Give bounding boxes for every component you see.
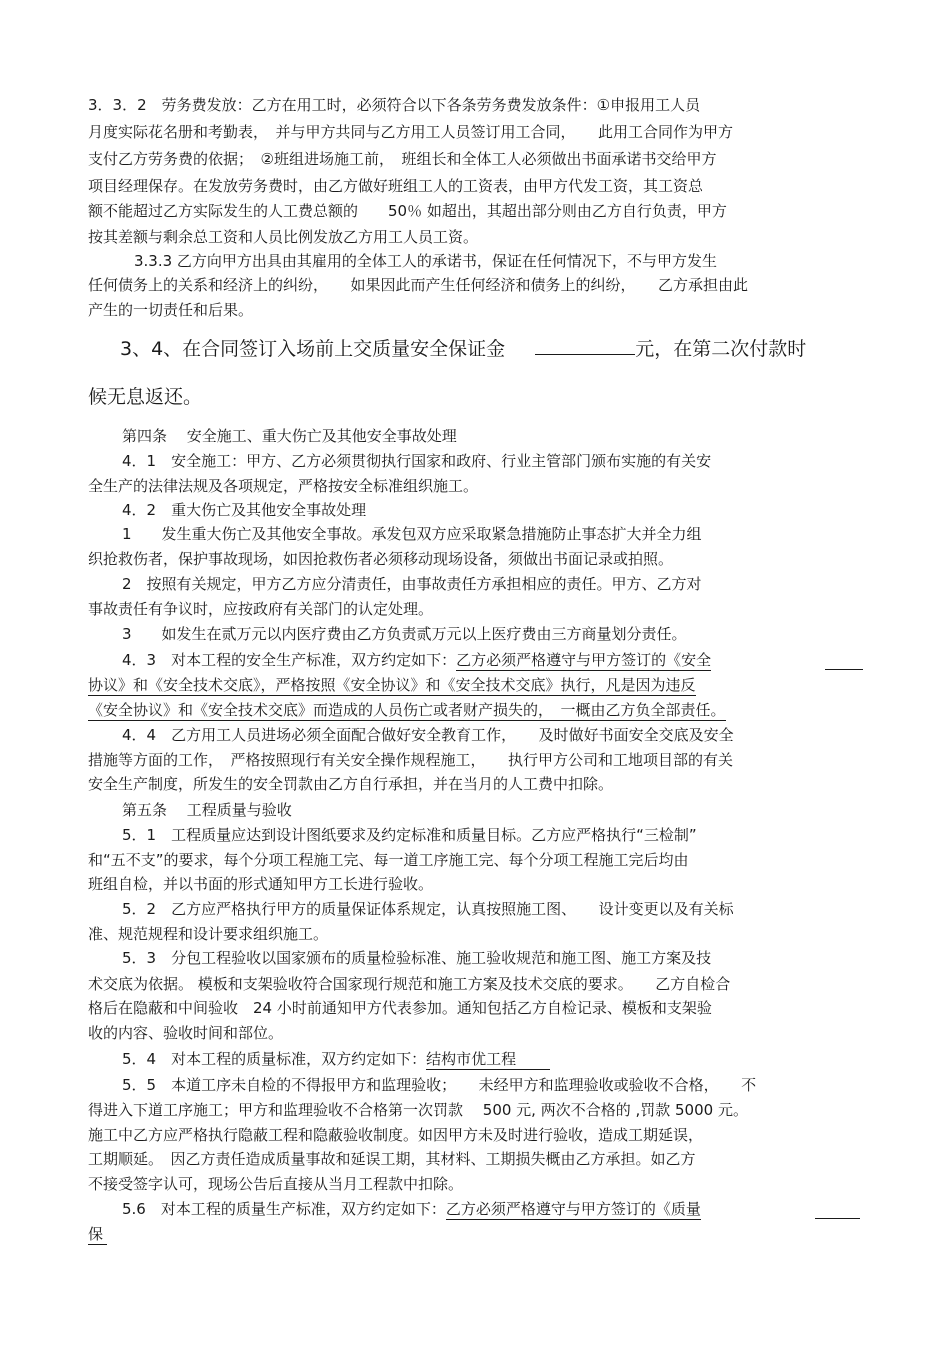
text-line	[122, 1199, 701, 1219]
clause-4-3-start: 4．3 对本工程的安全生产标准，双方约定如下：	[122, 651, 457, 669]
quality-agreement-underlined: 乙方必须严格遵守与甲方签订的《质量	[445, 1200, 701, 1218]
safety-standard-underlined: 乙方必须严格遵守与甲方签订的《安全	[456, 651, 712, 669]
section-heading: 第五条 工程质量与验收	[122, 801, 292, 819]
text-line: 和“五不支”的要求，每个分项工程施工完、每一道工序施工完、每个分项工程施工完后均由	[88, 851, 689, 869]
text-line: 任何债务上的关系和经济上的纠纷， 如果因此而产生任何经济和债务上的纠纷， 乙方承担由此	[88, 276, 749, 294]
text-line: 5．2 乙方应严格执行甲方的质量保证体系规定，认真按照施工图、 设计变更以及有关标	[122, 900, 734, 918]
text-line	[88, 1224, 107, 1244]
text-line: 候无息返还。	[88, 386, 203, 408]
text-line: 4．1 安全施工：甲方、乙方必须贯彻执行国家和政府、行业主管部门颁布实施的有关安	[122, 452, 712, 470]
text-line: 施工中乙方应严格执行隐蔽工程和隐蔽验收制度。如因甲方未及时进行验收，造成工期延误，	[88, 1126, 704, 1144]
deposit-clause-end: 元，在第二次付款时	[635, 338, 807, 360]
deposit-amount-blank	[535, 354, 635, 355]
text-line: 收的内容、验收时间和部位。	[88, 1024, 284, 1042]
text-line: 支付乙方劳务费的依据； ②班组进场施工前， 班组长和全体工人必须做出书面承诺书交给甲方	[88, 150, 717, 168]
text-line: 3 如发生在贰万元以内医疗费由乙方负责贰万元以上医疗费由三方商量划分责任。	[122, 625, 687, 643]
safety-standard-underlined: 《安全协议》和《安全技术交底》而造成的人员伤亡或者财产损失的， 一概由乙方负全部责任。	[88, 701, 726, 719]
text-line	[122, 1049, 550, 1069]
text-line: 按其差额与剩余总工资和人员比例发放乙方用工人员工资。	[88, 228, 479, 246]
text-line	[122, 650, 711, 670]
text-line: 术交底为依据。 模板和支架验收符合国家现行规范和施工方案及技术交底的要求。 乙方自检合	[88, 975, 731, 993]
text-line: 产生的一切责任和后果。	[88, 301, 254, 319]
quality-agreement-underlined: 保	[88, 1225, 107, 1245]
underline-rule	[825, 669, 863, 670]
text-line: 不接受签字认可，现场公告后直接从当月工程款中扣除。	[88, 1175, 464, 1193]
text-line	[88, 675, 696, 695]
text-line: 额不能超过乙方实际发生的人工费总额的 50％ 如超出，其超出部分则由乙方自行负责，甲方	[88, 202, 727, 220]
clause-5-4-start: 5．4 对本工程的质量标准，双方约定如下：	[122, 1050, 427, 1068]
text-line: 班组自检，并以书面的形式通知甲方工长进行验收。	[88, 875, 434, 893]
text-line: 3．3．2 劳务费发放：乙方在用工时，必须符合以下各条劳务费发放条件：①申报用工人员	[88, 96, 701, 114]
text-line: 5．3 分包工程验收以国家颁布的质量检验标准、施工验收规范和施工图、施工方案及技	[122, 949, 712, 967]
text-line: 1 发生重大伤亡及其他安全事故。承发包双方应采取紧急措施防止事态扩大并全力组	[122, 525, 702, 543]
text-line: 得进入下道工序施工；甲方和监理验收不合格第一次罚款 500 元, 两次不合格的 ,罚款 5000 元。	[88, 1101, 748, 1119]
section-heading: 第四条 安全施工、重大伤亡及其他安全事故处理	[122, 427, 457, 445]
text-line: 月度实际花名册和考勤表， 并与甲方共同与乙方用工人员签订用工合同， 此用工合同作为甲方	[88, 123, 734, 141]
underline-rule	[815, 1218, 860, 1219]
quality-standard-underlined: 结构市优工程	[426, 1050, 550, 1070]
text-line: 工期顺延。 因乙方责任造成质量事故和延误工期，其材料、工期损失概由乙方承担。如乙方	[88, 1150, 696, 1168]
text-line	[88, 700, 726, 720]
text-line: 全生产的法律法规及各项规定，严格按安全标准组织施工。	[88, 477, 479, 495]
text-line: 4．4 乙方用工人员进场必须全面配合做好安全教育工作， 及时做好书面安全交底及安全	[122, 726, 734, 744]
text-line: 安全生产制度，所发生的安全罚款由乙方自行承担，并在当月的人工费中扣除。	[88, 775, 614, 793]
text-line: 项目经理保存。在发放劳务费时，由乙方做好班组工人的工资表，由甲方代发工资，其工资总	[88, 177, 704, 195]
safety-standard-underlined: 协议》和《安全技术交底》，严格按照《安全协议》和《安全技术交底》执行，凡是因为违反	[88, 676, 696, 694]
text-line: 织抢救伤者，保护事故现场，如因抢救伤者必须移动现场设备，须做出书面记录或拍照。	[88, 550, 674, 568]
text-line: 4．2 重大伤亡及其他安全事故处理	[122, 501, 367, 519]
text-line: 格后在隐蔽和中间验收 24 小时前通知甲方代表参加。通知包括乙方自检记录、模板和支架验	[88, 999, 712, 1017]
clause-5-6-start: 5.6 对本工程的质量生产标准，双方约定如下：	[122, 1200, 446, 1218]
text-line: 2 按照有关规定，甲方乙方应分清责任，由事故责任方承担相应的责任。甲方、乙方对	[122, 575, 702, 593]
deposit-clause-start: 3、4、在合同签订入场前上交质量安全保证金	[120, 338, 506, 360]
text-line: 5．5 本道工序未自检的不得报甲方和监理验收； 未经甲方和监理验收或验收不合格， 不	[122, 1076, 757, 1094]
text-line: 措施等方面的工作， 严格按照现行有关安全操作规程施工， 执行甲方公司和工地项目部的有关	[88, 751, 734, 769]
text-line: 事故责任有争议时，应按政府有关部门的认定处理。	[88, 600, 434, 618]
text-line: 3.3.3 乙方向甲方出具由其雇用的全体工人的承诺书，保证在任何情况下，不与甲方发生	[134, 252, 717, 270]
deposit-clause	[120, 336, 806, 362]
text-line: 5．1 工程质量应达到设计图纸要求及约定标准和质量目标。乙方应严格执行“三检制”	[122, 826, 697, 844]
text-line: 准、规范规程和设计要求组织施工。	[88, 925, 329, 943]
